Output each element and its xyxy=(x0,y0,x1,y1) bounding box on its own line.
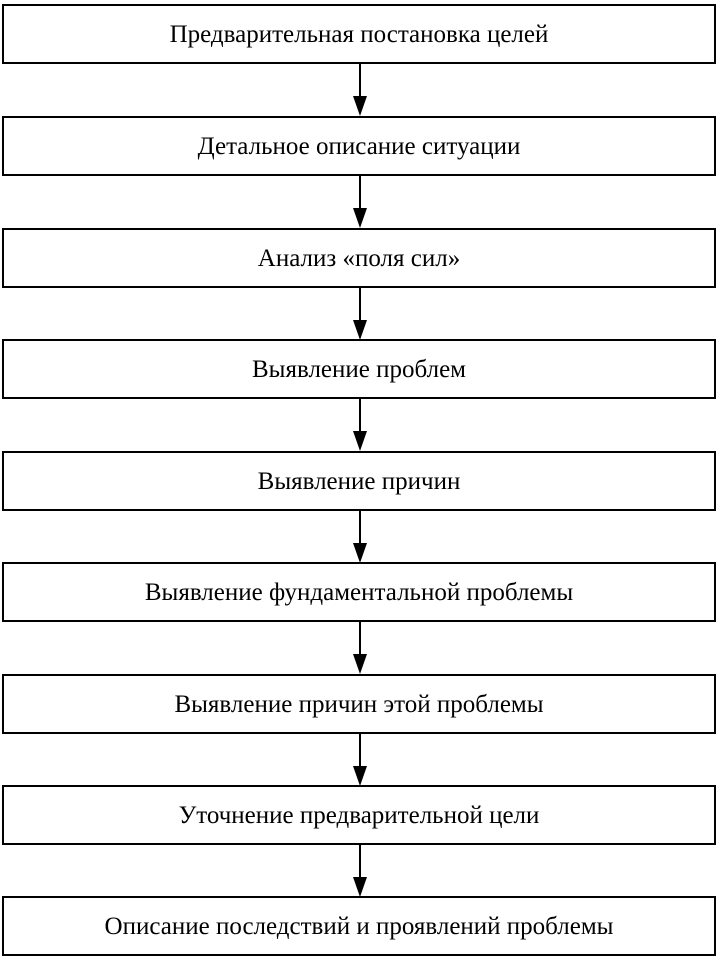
arrow-down-2 xyxy=(351,176,369,229)
step-box-7 xyxy=(2,674,716,734)
step-box-5 xyxy=(2,451,716,511)
arrow-down-6 xyxy=(351,622,369,675)
arrow-down-3 xyxy=(351,288,369,341)
arrow-down-5 xyxy=(351,511,369,564)
step-label-4: Выявление проблем xyxy=(252,355,466,383)
step-box-1 xyxy=(2,4,716,64)
step-label-2: Детальное описание ситуации xyxy=(197,132,521,160)
step-box-8 xyxy=(2,785,716,845)
step-label-3: Анализ «поля сил» xyxy=(257,244,461,272)
step-label-9: Описание последствий и проявлений проблемы xyxy=(104,912,614,940)
step-box-4 xyxy=(2,339,716,399)
step-label-1: Предварительная постановка целей xyxy=(169,20,549,48)
arrow-down-7 xyxy=(351,734,369,787)
step-label-5: Выявление причин xyxy=(257,467,461,495)
step-label-6: Выявление фундаментальной проблемы xyxy=(144,578,574,606)
step-label-7: Выявление причин этой проблемы xyxy=(174,690,544,718)
step-box-3 xyxy=(2,228,716,288)
arrow-down-1 xyxy=(351,64,369,117)
arrow-down-4 xyxy=(351,399,369,452)
arrow-down-8 xyxy=(351,845,369,898)
step-label-8: Уточнение предварительной цели xyxy=(178,801,540,829)
step-box-6 xyxy=(2,562,716,622)
step-box-2 xyxy=(2,116,716,176)
step-box-9 xyxy=(2,896,716,956)
